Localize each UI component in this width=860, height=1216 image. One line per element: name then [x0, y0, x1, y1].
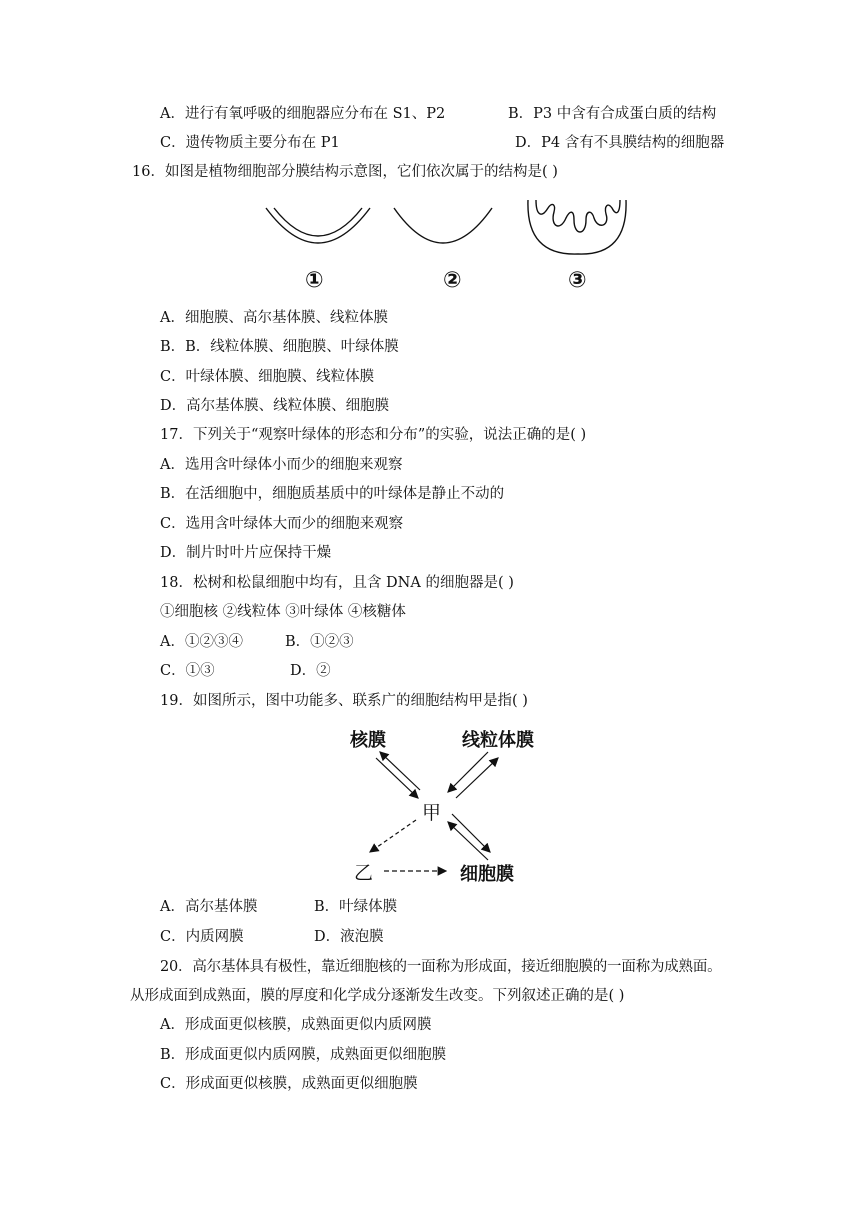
membrane-figure: [260, 196, 640, 296]
label-jia: 甲: [422, 802, 442, 824]
q16-option-a: A．细胞膜、高尔基体膜、线粒体膜: [160, 310, 388, 326]
label-yi: 乙: [354, 862, 374, 884]
q20-option-b: B．形成面更似内质网膜，成熟面更似细胞膜: [160, 1047, 447, 1063]
q19-stem: 19．如图所示，图中功能多、联系广的细胞结构甲是指( ): [160, 693, 528, 709]
q17-option-d: D．制片时叶片应保持干燥: [160, 545, 332, 561]
q17-option-c: C．选用含叶绿体大而少的细胞来观察: [160, 516, 404, 532]
label-cell-membrane: 细胞膜: [460, 864, 514, 885]
q19-option-d: D．液泡膜: [314, 929, 384, 945]
arrow-jia-to-yi: [370, 820, 416, 852]
q16-option-c: C．叶绿体膜、细胞膜、线粒体膜: [160, 369, 375, 385]
q20-stem-line1: 20．高尔基体具有极性，靠近细胞核的一面称为形成面，接近细胞膜的一面称为成熟面。: [160, 959, 722, 975]
q17-option-a: A．选用含叶绿体小而少的细胞来观察: [160, 457, 403, 473]
q18-items: ①细胞核 ②线粒体 ③叶绿体 ④核糖体: [160, 604, 406, 620]
label-mito-membrane: 线粒体膜: [462, 730, 534, 751]
membrane-2-label: ②: [443, 268, 462, 293]
membrane-3-label: ③: [568, 268, 587, 293]
q15-option-b: B．P3 中含有合成蛋白质的结构: [508, 106, 717, 122]
q18-option-b: B．①②③: [285, 634, 354, 650]
q17-stem: 17．下列关于“观察叶绿体的形态和分布”的实验，说法正确的是( ): [160, 427, 587, 443]
q20-option-c: C．形成面更似核膜，成熟面更似细胞膜: [160, 1076, 418, 1092]
q18-option-d: D．②: [290, 663, 331, 679]
arrow-jia-to-cell: [452, 814, 490, 852]
membrane-1-double: [266, 208, 370, 243]
q19-option-b: B．叶绿体膜: [314, 899, 398, 915]
membrane-2-single: [394, 208, 492, 243]
arrow-jia-to-nuclear: [380, 752, 420, 790]
arrow-cell-to-jia: [448, 822, 488, 860]
q18-option-c: C．①③: [160, 663, 215, 679]
q15-option-a: A．进行有氧呼吸的细胞器应分布在 S1、P2: [160, 106, 446, 122]
q20-option-a: A．形成面更似核膜，成熟面更似内质网膜: [160, 1017, 432, 1033]
q15-option-c: C．遗传物质主要分布在 P1: [160, 135, 340, 151]
q15-option-d: D．P4 含有不具膜结构的细胞器: [515, 135, 725, 151]
q20-stem-line2: 从形成面到成熟面，膜的厚度和化学成分逐渐发生改变。下列叙述正确的是( ): [130, 988, 625, 1004]
q18-stem: 18．松树和松鼠细胞中均有，且含 DNA 的细胞器是( ): [160, 575, 514, 591]
membrane-1-label: ①: [305, 268, 324, 293]
q17-option-b: B．在活细胞中，细胞质基质中的叶绿体是静止不动的: [160, 486, 505, 502]
q16-stem: 16．如图是植物细胞部分膜结构示意图，它们依次属于的结构是( ): [132, 164, 558, 180]
arrow-nuclear-to-jia: [376, 758, 418, 798]
label-nuclear-membrane: 核膜: [350, 730, 386, 751]
q19-option-a: A．高尔基体膜: [160, 899, 258, 915]
membrane-relation-diagram: [340, 722, 550, 892]
q16-option-b: B．B．线粒体膜、细胞膜、叶绿体膜: [160, 339, 399, 355]
membrane-diagrams: [260, 196, 640, 256]
membrane-3-cristae: [528, 200, 626, 254]
q16-option-d: D．高尔基体膜、线粒体膜、细胞膜: [160, 398, 390, 414]
q19-option-c: C．内质网膜: [160, 929, 244, 945]
q18-option-a: A．①②③④: [160, 634, 243, 650]
